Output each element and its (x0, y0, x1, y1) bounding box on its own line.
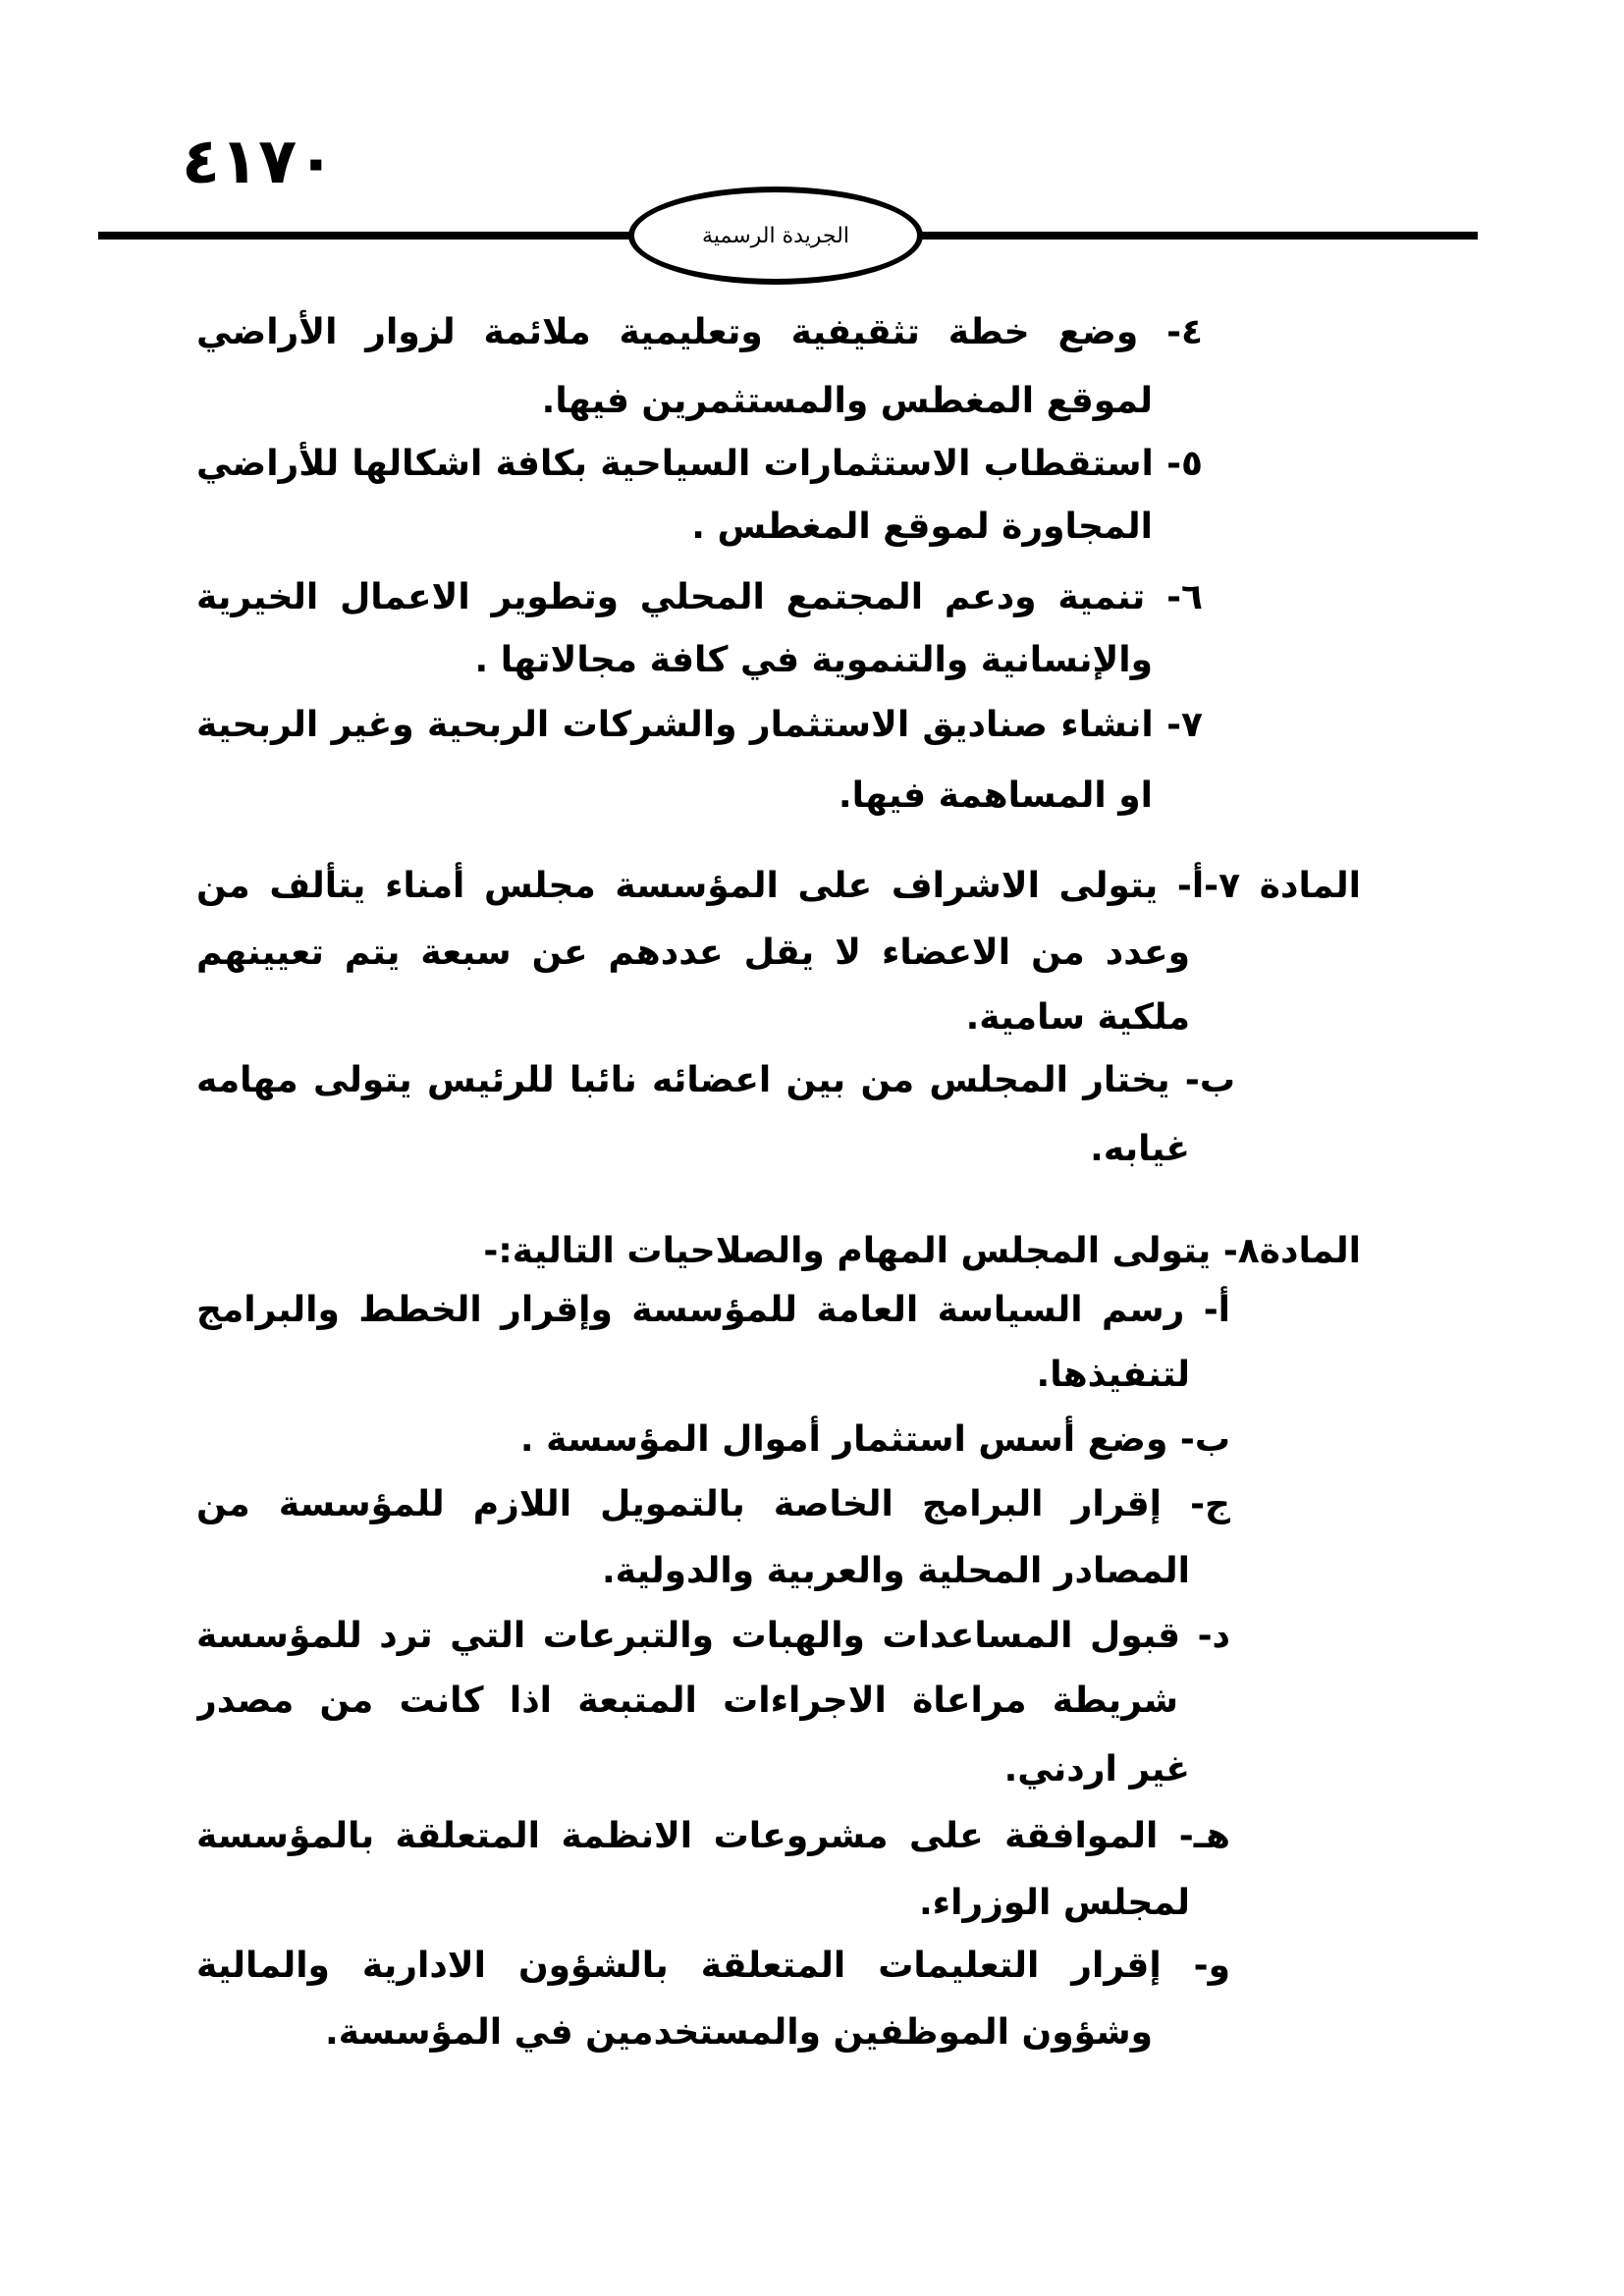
article-8-j-line-1: ج- إقرار البرامج الخاصة بالتمويل اللازم للمؤسسة من (196, 1484, 1230, 1524)
article-8-a-line-2: لتنفيذها. (1036, 1355, 1190, 1395)
article-8-b-line-1: ب- وضع أسس استثمار أموال المؤسسة . (519, 1419, 1230, 1460)
article-7-a-line-3: ملكية سامية. (965, 997, 1190, 1038)
page-number: ٤١٧٠ (182, 126, 336, 198)
article-7-a-line-1: المادة ٧-أ- يتولى الاشراف على المؤسسة مجلس أمناء يتألف من (196, 866, 1361, 906)
article-8-d-line-3: غير اردني. (1003, 1749, 1190, 1789)
article-8-a-line-1: أ- رسم السياسة العامة للمؤسسة وإقرار الخطط والبرامج (196, 1290, 1230, 1330)
item-5-line-1: ٥- استقطاب الاستثمارات السياحية بكافة اشكالها للأراضي (196, 444, 1203, 484)
article-8-w-line-2: وشؤون الموظفين والمستخدمين في المؤسسة. (325, 2012, 1153, 2053)
item-4-line-2: لموقع المغطس والمستثمرين فيها. (541, 381, 1153, 421)
article-8-h-line-2: لمجلس الوزراء. (918, 1883, 1190, 1923)
article-8-j-line-2: المصادر المحلية والعربية والدولية. (601, 1551, 1190, 1591)
article-8-h-line-1: هـ- الموافقة على مشروعات الانظمة المتعلقة بالمؤسسة (196, 1816, 1230, 1856)
item-7-line-2: او المساهمة فيها. (838, 775, 1153, 816)
item-6-line-2: والإنسانية والتنموية في كافة مجالاتها . (474, 640, 1153, 680)
article-7-b-line-2: غيابه. (1090, 1129, 1190, 1169)
article-7-b-line-1: ب- يختار المجلس من بين اعضائه نائبا للرئيس يتولى مهامه (196, 1060, 1235, 1100)
item-7-line-1: ٧- انشاء صناديق الاستثمار والشركات الربحية وغير الربحية (196, 705, 1203, 745)
item-5-line-2: المجاورة لموقع المغطس . (691, 507, 1153, 547)
article-8-heading: المادة٨- يتولى المجلس المهام والصلاحيات التالية:- (483, 1231, 1361, 1271)
item-4-line-1: ٤- وضع خطة تثقيفية وتعليمية ملائمة لزوار الأراضي (196, 312, 1203, 352)
article-7-a-line-2: وعدد من الاعضاء لا يقل عددهم عن سبعة يتم تعيينهم (196, 933, 1190, 973)
article-8-w-line-1: و- إقرار التعليمات المتعلقة بالشؤون الادارية والمالية (196, 1946, 1230, 1986)
item-6-line-1: ٦- تنمية ودعم المجتمع المحلي وتطوير الاعمال الخيرية (196, 577, 1203, 617)
header-title: الجريدة الرسمية (702, 223, 849, 248)
article-8-d-line-1: د- قبول المساعدات والهبات والتبرعات التي ترد للمؤسسة (196, 1616, 1230, 1656)
article-8-d-line-2: شريطة مراعاة الاجراءات المتبعة اذا كانت من مصدر (196, 1681, 1178, 1721)
